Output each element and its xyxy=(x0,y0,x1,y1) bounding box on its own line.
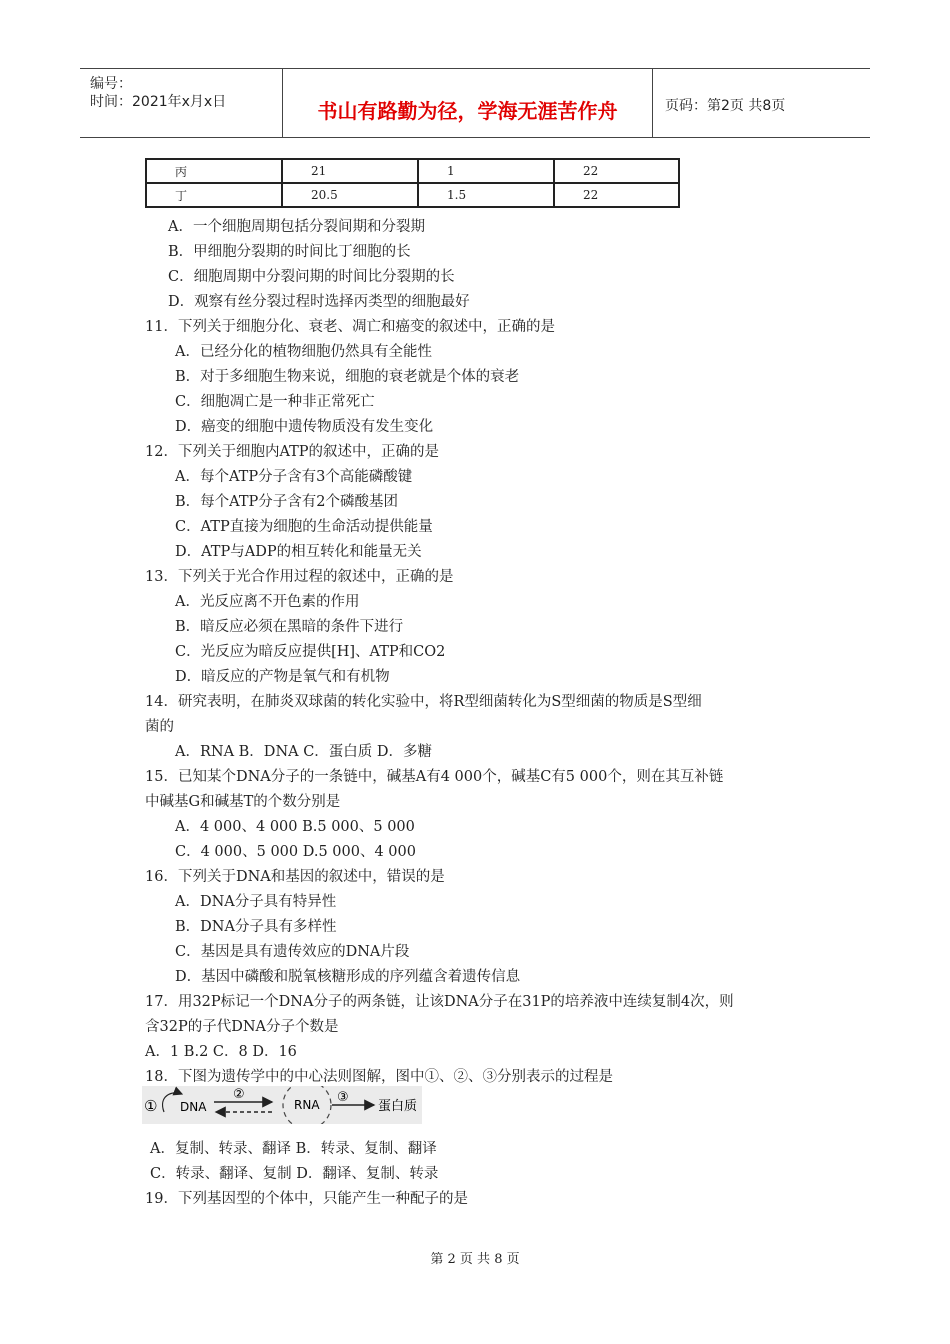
question-stem: 18．下图为遗传学中的中心法则图解，图中①、②、③分别表示的过程是 xyxy=(145,1069,613,1085)
header-motto-cell xyxy=(283,69,653,137)
question-stem: 15．已知某个DNA分子的一条链中，碱基A有4 000个，碱基C有5 000个，则在其互补链 xyxy=(145,769,724,785)
label-2: ② xyxy=(233,1087,245,1102)
option-line: B．DNA分子具有多样性 xyxy=(175,919,337,935)
table-cell: 21 xyxy=(282,159,418,183)
question-stem: 16．下列关于DNA和基因的叙述中，错误的是 xyxy=(145,869,445,885)
question-stem-continued: 含32P的子代DNA分子个数是 xyxy=(145,1019,339,1035)
option-line: A．每个ATP分子含有3个高能磷酸键 xyxy=(175,469,413,485)
option-line: A．复制、转录、翻译 B．转录、复制、翻译 xyxy=(150,1141,437,1157)
option-line: C．基因是具有遗传效应的DNA片段 xyxy=(175,944,410,960)
option-line: C．转录、翻译、复制 D．翻译、复制、转录 xyxy=(150,1166,439,1182)
question-stem-continued: 中碱基G和碱基T的个数分别是 xyxy=(145,794,341,810)
option-line: D．癌变的细胞中遗传物质没有发生变化 xyxy=(175,419,434,435)
table-cell: 1.5 xyxy=(418,183,554,207)
page-header xyxy=(80,68,870,138)
header-page-label: 页码：第2页 共8页 xyxy=(665,98,786,114)
option-line: B．对于多细胞生物来说，细胞的衰老就是个体的衰老 xyxy=(175,369,520,385)
option-line: D．暗反应的产物是氧气和有机物 xyxy=(175,669,390,685)
table-row xyxy=(146,183,679,207)
question-stem: 11．下列关于细胞分化、衰老、凋亡和癌变的叙述中，正确的是 xyxy=(145,319,555,335)
option-line: A．1 B.2 C．8 D．16 xyxy=(145,1044,297,1060)
table-row xyxy=(146,159,679,183)
question-stem: 14．研究表明，在肺炎双球菌的转化实验中，将R型细菌转化为S型细菌的物质是S型细 xyxy=(145,694,702,710)
rna-label: RNA xyxy=(294,1098,320,1112)
option-line: D．ATP与ADP的相互转化和能量无关 xyxy=(175,544,422,560)
header-motto: 书山有路勤为径，学海无涯苦作舟 xyxy=(317,99,618,123)
option-line: A．一个细胞周期包括分裂间期和分裂期 xyxy=(168,219,425,235)
option-line: C．细胞凋亡是一种非正常死亡 xyxy=(175,394,375,410)
question-stem: 13．下列关于光合作用过程的叙述中，正确的是 xyxy=(145,569,454,585)
document-time-label: 时间：2021年x月x日 xyxy=(90,94,227,110)
page-footer: 第 2 页 共 8 页 xyxy=(430,1252,520,1267)
question-stem: 17．用32P标记一个DNA分子的两条链，让该DNA分子在31P的培养液中连续复制4次，则 xyxy=(145,994,734,1010)
central-dogma-svg xyxy=(142,1086,422,1124)
table-cell: 丁 xyxy=(146,183,282,207)
option-line: A．光反应离不开色素的作用 xyxy=(175,594,360,610)
option-line: D．基因中磷酸和脱氧核糖形成的序列蕴含着遗传信息 xyxy=(175,969,521,985)
option-line: B．暗反应必须在黑暗的条件下进行 xyxy=(175,619,404,635)
option-line: A．4 000、4 000 B.5 000、5 000 xyxy=(175,819,415,835)
question-stem: 19．下列基因型的个体中，只能产生一种配子的是 xyxy=(145,1191,468,1207)
option-line: B．每个ATP分子含有2个磷酸基团 xyxy=(175,494,398,510)
label-1: ① xyxy=(144,1097,158,1115)
table-cell: 1 xyxy=(418,159,554,183)
document-number-label: 编号： xyxy=(90,76,132,92)
question-stem: 12．下列关于细胞内ATP的叙述中，正确的是 xyxy=(145,444,440,460)
option-line: A．RNA B．DNA C．蛋白质 D．多糖 xyxy=(175,744,433,760)
table-cell: 丙 xyxy=(146,159,282,183)
option-line: C．4 000、5 000 D.5 000、4 000 xyxy=(175,844,416,860)
cell-cycle-table xyxy=(145,158,680,208)
dna-label: DNA xyxy=(180,1100,207,1114)
table-cell: 22 xyxy=(554,159,679,183)
table-cell: 22 xyxy=(554,183,679,207)
option-line: A．已经分化的植物细胞仍然具有全能性 xyxy=(175,344,432,360)
header-page-cell xyxy=(653,69,870,137)
question-stem-continued: 菌的 xyxy=(145,719,174,735)
table-cell: 20.5 xyxy=(282,183,418,207)
option-line: C．光反应为暗反应提供[H]、ATP和CO2 xyxy=(175,644,446,660)
option-line: C．ATP直接为细胞的生命活动提供能量 xyxy=(175,519,433,535)
protein-label: 蛋白质 xyxy=(378,1099,418,1114)
option-line: B．甲细胞分裂期的时间比丁细胞的长 xyxy=(168,244,411,260)
option-line: D．观察有丝分裂过程时选择丙类型的细胞最好 xyxy=(168,294,470,310)
label-3: ③ xyxy=(337,1090,349,1105)
option-line: A．DNA分子具有特异性 xyxy=(175,894,337,910)
header-meta-cell xyxy=(80,69,283,137)
option-line: C．细胞周期中分裂问期的时间比分裂期的长 xyxy=(168,269,455,285)
central-dogma-diagram xyxy=(142,1086,422,1124)
